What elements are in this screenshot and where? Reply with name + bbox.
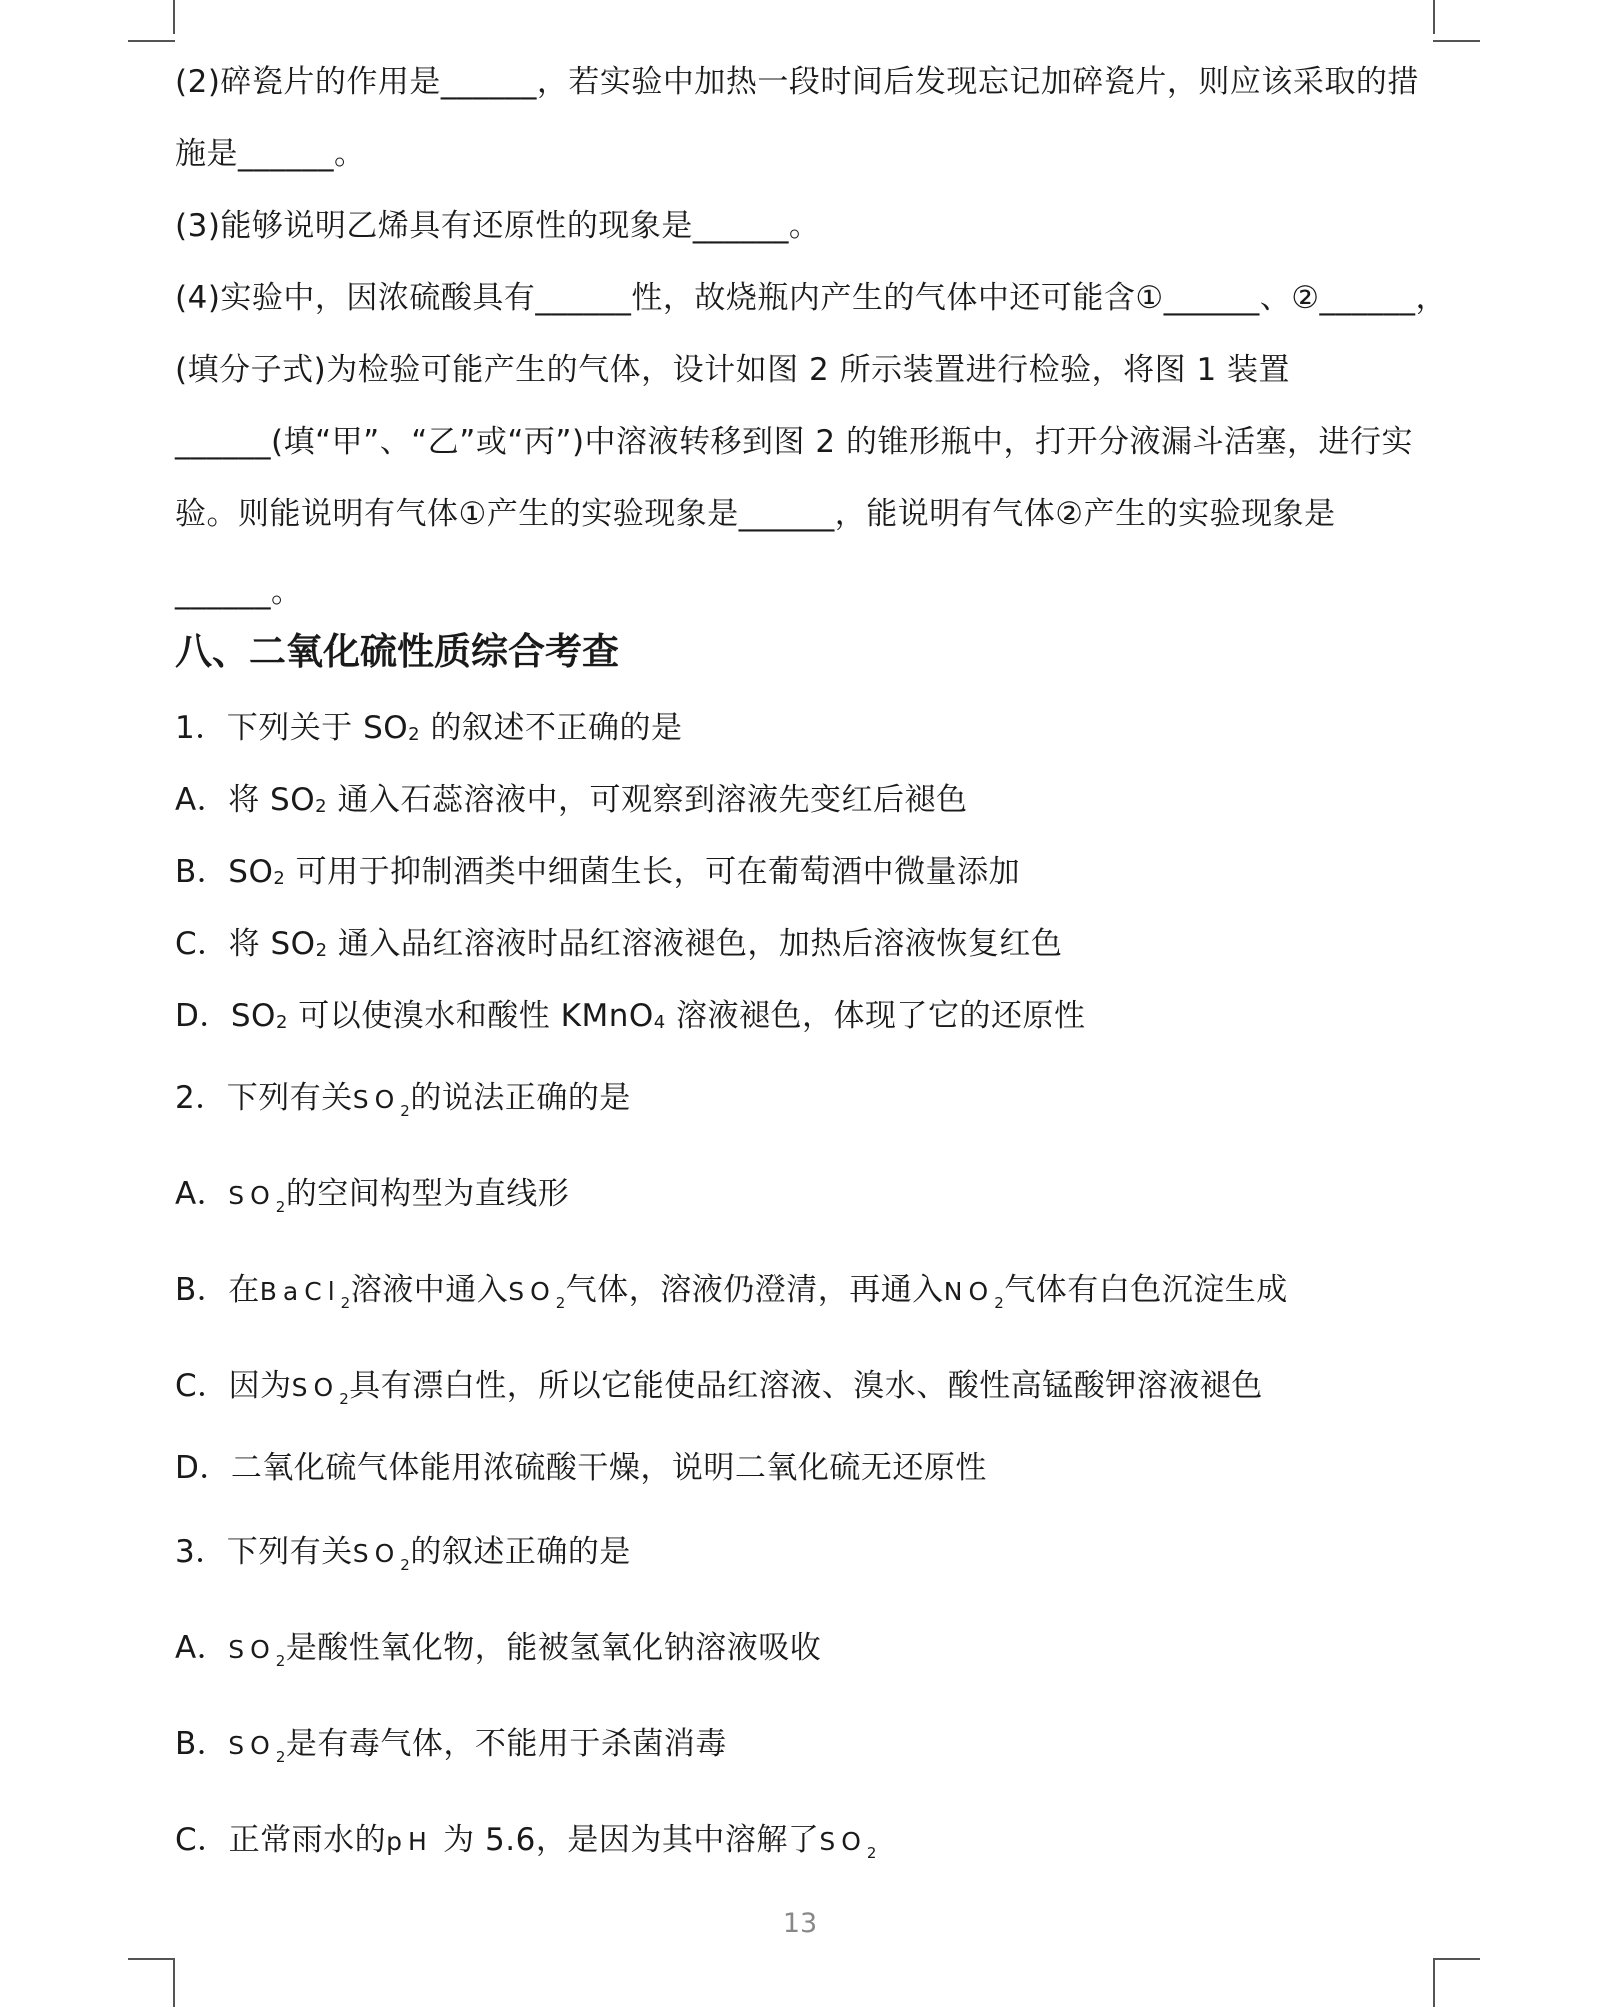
crop-mark-bottom-left-h: [128, 1958, 175, 1960]
crop-mark-bottom-left-v: [173, 1958, 175, 2007]
crop-mark-bottom-right-v: [1433, 1958, 1435, 2007]
q3-stem: 3．下列有关$SO_2$的叙述正确的是: [175, 1534, 631, 1574]
q1-option-c: C．将 $SO_2$ 通入品红溶液时品红溶液褪色，加热后溶液恢复红色: [175, 926, 1063, 962]
crop-mark-bottom-right-h: [1433, 1958, 1480, 1960]
q2-option-b: B．在BaCl$_2$溶液中通入$SO_2$气体，溶液仍澄清，再通入$NO_2$气体有白色沉淀生成: [175, 1272, 1288, 1312]
q1-option-b: B．$SO_2$ 可用于抑制酒类中细菌生长，可在葡萄酒中微量添加: [175, 854, 1021, 890]
part7-q4-line5: ______。: [175, 574, 303, 610]
q3-option-c: C．正常雨水的pH 为 5.6，是因为其中溶解了$SO_2$: [175, 1822, 877, 1862]
q3-option-a: A．$SO_2$是酸性氧化物，能被氢氧化钠溶液吸收: [175, 1630, 822, 1670]
q1-option-d: D．$SO_2$ 可以使溴水和酸性 KMnO$_4$ 溶液褪色，体现了它的还原性: [175, 998, 1086, 1034]
part7-q4-line4: 验。则能说明有气体①产生的实验现象是______，能说明有气体②产生的实验现象是: [175, 496, 1336, 532]
part7-q3: (3)能够说明乙烯具有还原性的现象是______。: [175, 208, 821, 244]
crop-mark-top-left-v: [173, 0, 175, 34]
q1-option-a: A．将 $SO_2$ 通入石蕊溶液中，可观察到溶液先变红后褪色: [175, 782, 968, 818]
crop-mark-top-right-v: [1433, 0, 1435, 34]
part7-q2-line2: 施是______。: [175, 136, 366, 172]
q2-option-c: C．因为$SO_2$具有漂白性，所以它能使品红溶液、溴水、酸性高锰酸钾溶液褪色: [175, 1368, 1263, 1408]
crop-mark-top-left-h: [128, 40, 175, 42]
q3-option-b: B．$SO_2$是有毒气体，不能用于杀菌消毒: [175, 1726, 727, 1766]
crop-mark-top-right-h: [1433, 40, 1480, 42]
q2-stem: 2．下列有关$SO_2$的说法正确的是: [175, 1080, 631, 1120]
part7-q2-line1: (2)碎瓷片的作用是______，若实验中加热一段时间后发现忘记加碎瓷片，则应该采取的措: [175, 64, 1419, 100]
q1-stem: 1．下列关于 $SO_2$ 的叙述不正确的是: [175, 710, 683, 746]
q2-option-a: A．$SO_2$的空间构型为直线形: [175, 1176, 570, 1216]
q2-option-d: D．二氧化硫气体能用浓硫酸干燥，说明二氧化硫无还原性: [175, 1450, 987, 1486]
part7-q4-line1: (4)实验中，因浓硫酸具有______性，故烧瓶内产生的气体中还可能含①______、②______，: [175, 280, 1447, 316]
part7-q4-line2: (填分子式)为检验可能产生的气体，设计如图 2 所示装置进行检验，将图 1 装置: [175, 352, 1291, 388]
part7-q4-line3: ______(填“甲”、“乙”或“丙”)中溶液转移到图 2 的锥形瓶中，打开分液漏斗活塞，进行实: [175, 424, 1413, 460]
section8-heading: 八、二氧化硫性质综合考查: [175, 630, 619, 673]
page-number: 13: [782, 1908, 818, 1939]
